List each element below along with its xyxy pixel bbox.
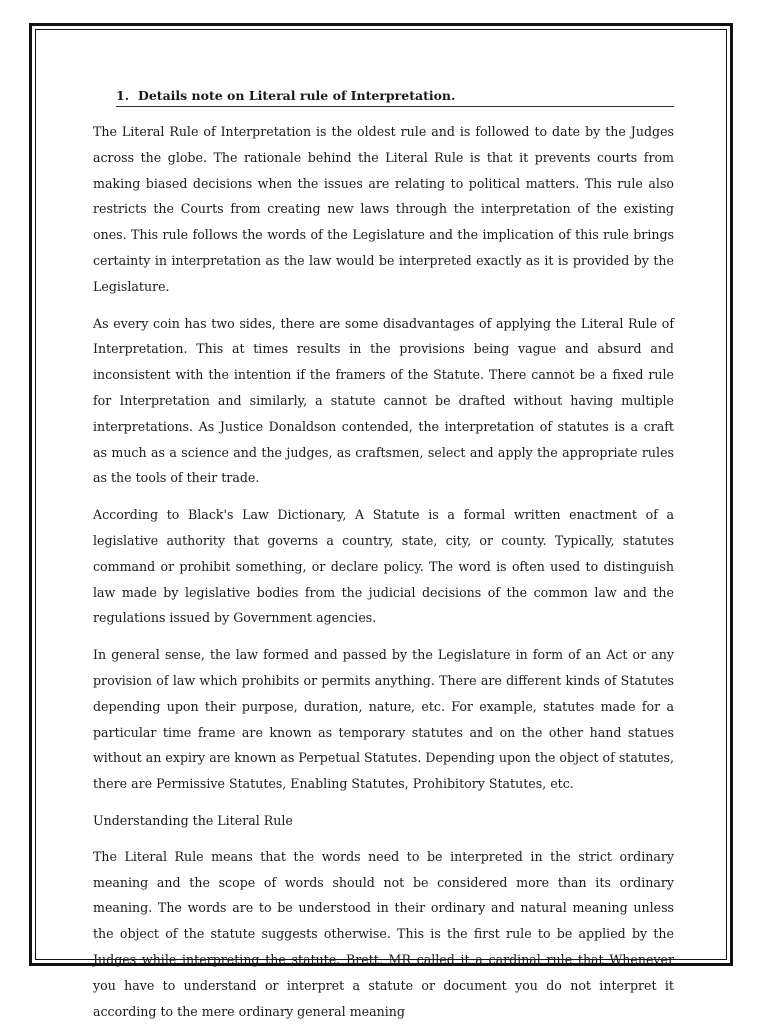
section-title: Details note on Literal rule of Interpretation.	[138, 88, 456, 103]
paragraph-literal-rule-intro: The Literal Rule of Interpretation is the oldest rule and is followed to date by the Judges across the globe. The rationale behind the Literal Rule is that it prevents courts from making biased decisions when the issues are relating to political matters. This rule also restricts the Courts from creating new laws through the interpretation of the existing ones. This rule follows the words of the Legislature and the implication of this rule brings certainty in interpretation as the law would be interpreted exactly as it is provided by the Legislature.	[93, 124, 674, 294]
paragraph-statute-definition: According to Black's Law Dictionary, A Statute is a formal written enactment of a legislative authority that governs a country, state, city, or county. Typically, statutes command or prohibit something, or declare policy. The word is often used to distinguish law made by legislative bodies from the judicial decisions of the common law and the regulations issued by Government agencies.	[93, 507, 674, 626]
section-number: 1.	[116, 88, 130, 103]
paragraph-kinds-of-statutes: In general sense, the law formed and passed by the Legislature in form of an Act or any provision of law which prohibits or permits anything. There are different kinds of Statutes depending upon their purpose, duration, nature, etc. For example, statutes made for a particular time frame are known as temporary statutes and on the other hand statues without an expiry are known as Perpetual Statutes. Depending upon the object of statutes, there are Permissive Statutes, Enabling Statutes, Prohibitory Statutes, etc.	[93, 647, 674, 792]
section-heading	[116, 86, 674, 106]
paragraph-disadvantages: As every coin has two sides, there are some disadvantages of applying the Literal Rule of Interpretation. This at times results in the provisions being vague and absurd and inconsistent with the intention if the framers of the Statute. There cannot be a fixed rule for Interpretation and similarly, a statute cannot be drafted without having multiple interpretations. As Justice Donaldson contended, the interpretation of statutes is a craft as much as a science and the judges, as craftsmen, select and apply the appropriate rules as the tools of their trade.	[93, 315, 674, 486]
document-body	[93, 86, 674, 1024]
paragraph-literal-rule-meaning: The Literal Rule means that the words need to be interpreted in the strict ordinary meaning and the scope of words should not be considered more than its ordinary meaning. The words are to be understood in their ordinary and natural meaning unless the object of the statute suggests otherwise. This is the first rule to be applied by the Judges while interpreting the statute. Brett, MR called it a cardinal rule that Whenever you have to understand or interpret a statute or document you do not interpret it according to the mere ordinary general meaning	[93, 848, 674, 1019]
heading-underline	[116, 106, 674, 107]
subheading-understanding: Understanding the Literal Rule	[93, 812, 293, 828]
